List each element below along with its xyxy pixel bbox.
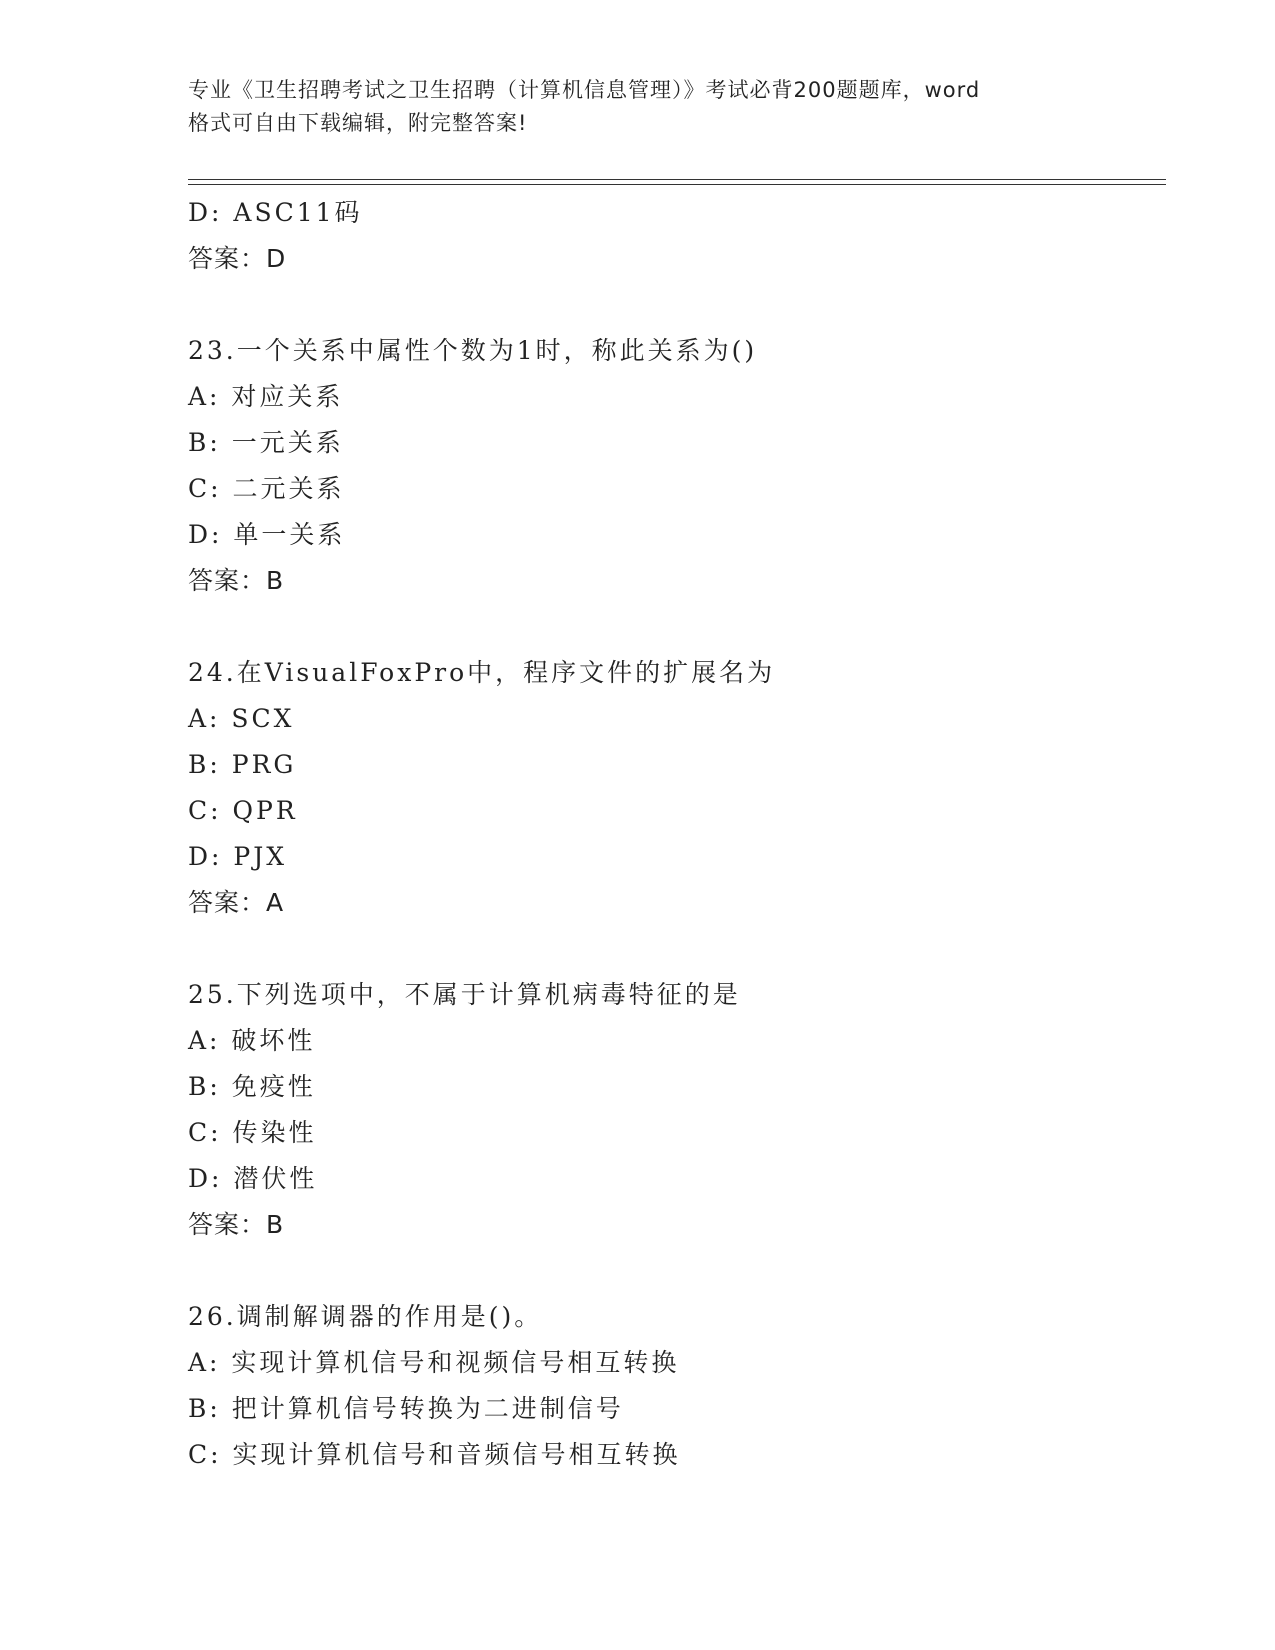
option-a: A: 破坏性 bbox=[188, 1026, 316, 1055]
header-divider-bottom bbox=[188, 184, 1166, 185]
question-stem: 25.下列选项中，不属于计算机病毒特征的是 bbox=[188, 980, 741, 1009]
answer-line: 答案：B bbox=[188, 566, 285, 595]
option-b: B: PRG bbox=[188, 750, 297, 779]
answer-line: 答案：B bbox=[188, 1210, 285, 1239]
question-23 bbox=[188, 328, 1168, 604]
option-c: C: QPR bbox=[188, 796, 298, 825]
question-stem: 23.一个关系中属性个数为1时，称此关系为() bbox=[188, 336, 758, 365]
question-26 bbox=[188, 1294, 1168, 1478]
question-spacer bbox=[188, 1248, 1168, 1294]
question-22-tail bbox=[188, 190, 1168, 282]
header-line-2: 格式可自由下载编辑，附完整答案! bbox=[188, 111, 528, 135]
option-d: D: PJX bbox=[188, 842, 288, 871]
option-a: A: 对应关系 bbox=[188, 382, 344, 411]
option-a: A: 实现计算机信号和视频信号相互转换 bbox=[188, 1348, 680, 1377]
question-list bbox=[188, 190, 1168, 1478]
header-divider-top bbox=[188, 179, 1166, 180]
option-c: C: 传染性 bbox=[188, 1118, 317, 1147]
option-c: C: 二元关系 bbox=[188, 474, 345, 503]
question-stem: 26.调制解调器的作用是()。 bbox=[188, 1302, 543, 1331]
question-stem: 24.在VisualFoxPro中，程序文件的扩展名为 bbox=[188, 658, 776, 687]
question-spacer bbox=[188, 282, 1168, 328]
option-d: D: ASC11码 bbox=[188, 198, 363, 227]
option-a: A: SCX bbox=[188, 704, 295, 733]
option-b: B: 免疫性 bbox=[188, 1072, 316, 1101]
option-b: B: 一元关系 bbox=[188, 428, 344, 457]
question-24 bbox=[188, 650, 1168, 926]
option-d: D: 潜伏性 bbox=[188, 1164, 318, 1193]
option-b: B: 把计算机信号转换为二进制信号 bbox=[188, 1394, 624, 1423]
option-d: D: 单一关系 bbox=[188, 520, 346, 549]
answer-line: 答案：D bbox=[188, 244, 287, 273]
document-header bbox=[188, 74, 1088, 140]
question-spacer bbox=[188, 604, 1168, 650]
question-25 bbox=[188, 972, 1168, 1248]
question-spacer bbox=[188, 926, 1168, 972]
answer-line: 答案：A bbox=[188, 888, 285, 917]
option-c: C: 实现计算机信号和音频信号相互转换 bbox=[188, 1440, 681, 1469]
header-line-1: 专业《卫生招聘考试之卫生招聘（计算机信息管理）》考试必背200题题库，word bbox=[188, 78, 981, 102]
